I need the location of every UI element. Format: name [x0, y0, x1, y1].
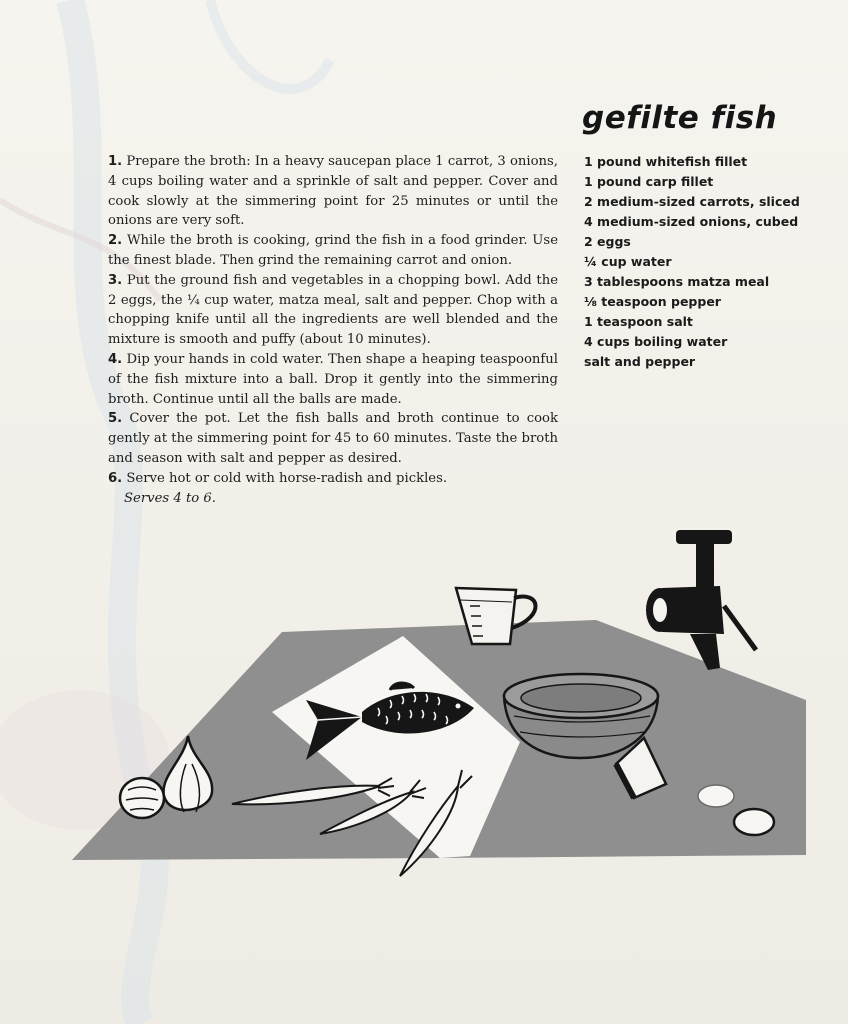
egg-icon: [734, 809, 774, 835]
ingredient-item: ⅛ teaspoon pepper: [584, 294, 721, 309]
ingredient-item: 4 cups boiling water: [584, 334, 728, 349]
step-text: Serve hot or cold with horse-radish and pickles.: [126, 470, 448, 486]
ingredient-item: salt and pepper: [584, 354, 696, 369]
step-number: 2.: [108, 233, 123, 249]
ingredient-item: 1 pound carp fillet: [584, 174, 714, 189]
ingredient-item: 1 teaspoon salt: [584, 314, 693, 329]
ingredient-item: 4 medium-sized onions, cubed: [584, 214, 799, 229]
ingredient-item: 1 pound whitefish fillet: [584, 154, 748, 169]
ingredient-item: ¼ cup water: [584, 254, 672, 269]
ingredient-item: 2 medium-sized carrots, sliced: [584, 194, 800, 209]
step-text: Prepare the broth: In a heavy saucepan place 1 carrot, 3 onions, 4 cups boiling water and a sprinkle of salt and pepper. Cover and cook slowly at the simmering point for 25 minutes or until the onions are very soft.: [108, 154, 558, 229]
step-text: Cover the pot. Let the fish balls and broth continue to cook gently at the simmering point for 45 to 60 minutes. Taste the broth and season with salt and pepper as desired.: [108, 411, 558, 466]
step-number: 6.: [108, 470, 123, 486]
recipe-title: gefilte fish: [582, 100, 778, 136]
serves-note: Serves 4 to 6.: [124, 490, 216, 506]
step-number: 1.: [108, 154, 123, 169]
ingredient-item: 3 tablespoons matza meal: [584, 274, 770, 289]
egg-icon: [698, 785, 734, 807]
step-number: 4.: [108, 351, 123, 367]
step-text: Put the ground fish and vegetables in a chopping bowl. Add the 2 eggs, the ¼ cup water, matza meal, salt and pepper. Chop with a chopping knife until all the ingredients are well blended and the mixture is smooth and puffy (about 10 minutes).: [108, 272, 558, 348]
ingredient-item: 2 eggs: [584, 234, 631, 249]
step-text: While the broth is cooking, grind the fish in a food grinder. Use the finest blade. Then grind the remaining carrot and onion.: [108, 233, 558, 268]
step-number: 5.: [108, 411, 123, 427]
onion-icon: [120, 778, 164, 818]
step-number: 3.: [108, 272, 123, 288]
step-text: Dip your hands in cold water. Then shape a heaping teaspoonful of the fish mixture into a ball. Drop it gently into the simmering broth. Continue until all the balls are made.: [108, 351, 559, 407]
